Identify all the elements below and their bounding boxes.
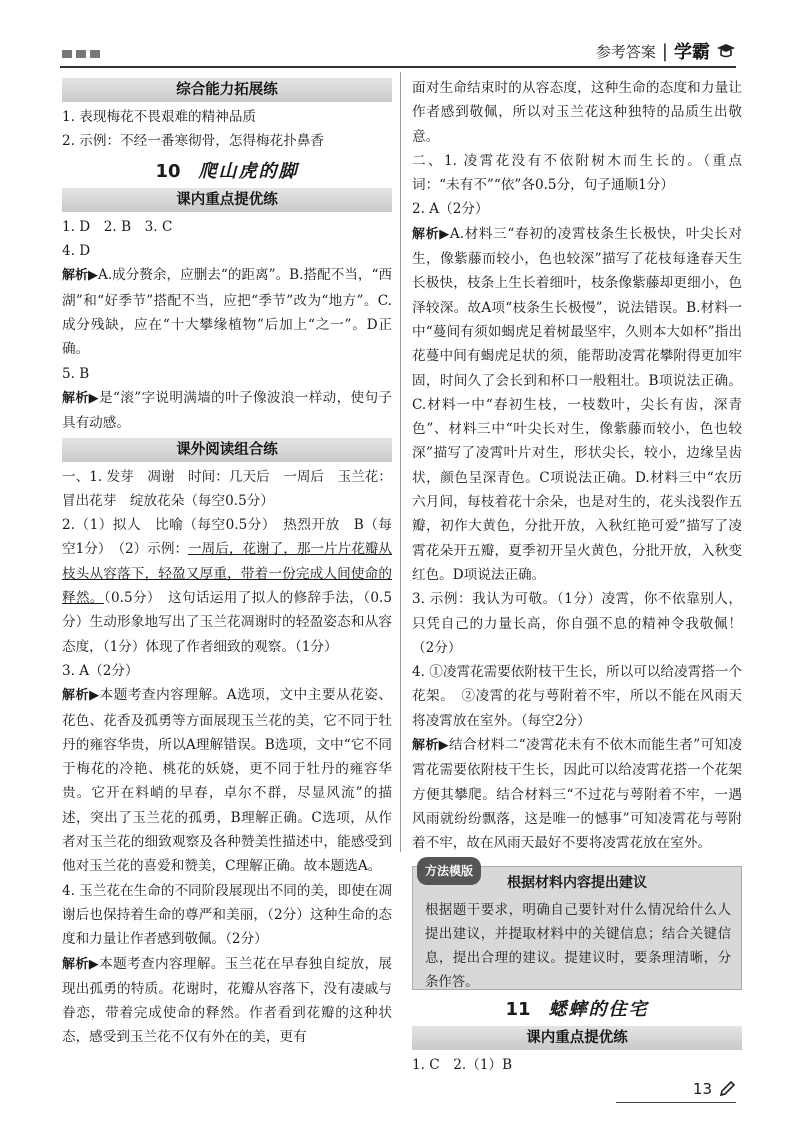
analysis-text: 结合材料二“凌霄花未有不依木而能生者”可知凌霄花需要依附枝干生长，因此可以给凌霄花搭一个花架方便其攀爬。结合材料三“不过花与萼附着不牢，一遇风雨就纷纷飘落，这是唯一的憾事”可知凌霄花与萼附着不牢，故在风雨天最好不要将凌霄花放在室外。: [412, 737, 742, 852]
method-badge: 方法模版: [417, 857, 481, 885]
header-title: [596, 38, 736, 64]
column-divider: [400, 72, 401, 852]
analysis-text: 本题考查内容理解。玉兰花在早春独自绽放，展现出孤勇的特质。花谢时，花瓣从容落下，没有凄戚与眷恋，带着完成使命的释然。作者看到花瓣的这种状态，感受到玉兰花不仅有外在的美，更有: [62, 955, 393, 1046]
analysis-tag: 解析▶: [412, 738, 450, 754]
brand-logo: 学霸: [674, 42, 710, 63]
answer-paragraph: 一、1. 发芽 凋谢 时间：几天后 一周后 玉兰花：冒出花芽 绽放花朵（每空0.5分）: [62, 468, 392, 509]
section-heading: 课内重点提优练: [62, 188, 392, 212]
page-number: 13: [692, 1080, 712, 1098]
lesson-title: [412, 998, 742, 1022]
method-text: 根据题干要求，明确自己要针对什么情况给什么人提出建议，并提取材料中的关键信息；结合关键信息，提出合理的建议。提建议时，要条理清晰，分条作答。: [425, 902, 731, 990]
footer-rule: [616, 1102, 736, 1103]
lesson-name: 爬山虎的脚: [198, 160, 299, 182]
lesson-number: 10: [155, 160, 181, 182]
analysis-paragraph: [62, 683, 392, 878]
answer-line: 4. D: [62, 243, 91, 260]
answer-text: 2.（1）拟人 比喻（每空0.5分） 热烈开放 B（每空1分） （2）示例：: [62, 517, 392, 558]
answer-text: （0.5分） 这句话运用了拟人的修辞手法，（0.5分）生动形象地写出了玉兰花凋谢时的轻盈姿态和从容态度，（1分）体现了作者细致的观察。（1分）: [62, 590, 392, 655]
method-box: [412, 863, 742, 990]
section-heading: 课外阅读组合练: [62, 438, 392, 462]
analysis-paragraph: [62, 952, 392, 1050]
reference-label: 参考答案: [595, 42, 656, 61]
analysis-paragraph: [412, 222, 742, 587]
answer-line: 1. C 2.（1）B: [412, 1056, 513, 1073]
header-separator: |: [661, 40, 668, 62]
underlined-example: 一周后，花谢了，那一片片花瓣从枝头从容落下，轻盈又厚重，带着一份完成人间使命的释然。: [62, 541, 392, 607]
analysis-tag: 解析▶: [62, 390, 100, 406]
analysis-tag: 解析▶: [412, 226, 450, 242]
lesson-number: 11: [505, 998, 531, 1020]
answer-paragraph: 3. 示例：我认为可敬。（1分）凌霄，你不依靠别人，只凭自己的力量长高，你自强不息的精神令我敬佩！（2分）: [412, 591, 742, 656]
answer-line: 2. A（2分）: [412, 201, 489, 218]
method-title: 根据材料内容提出建议: [507, 874, 647, 891]
analysis-tag: 解析▶: [62, 688, 100, 704]
answer-line: 1. 表现梅花不畏艰难的精神品质: [62, 109, 257, 125]
analysis-text: 本题考查内容理解。A选项，文中主要从花姿、花色、花香及孤勇等方面展现玉兰花的美，它不同于牡丹的雍容华贵，所以A理解错误。B选项，文中“它不同于梅花的冷艳、桃花的妖娆，更不同于牡丹的雍容华贵。它开在料峭的早春，卓尔不群，尽显风流”的描述，突出了玉兰花的孤勇，B理解正确。C选项，从作者对玉兰花的细致观察及各种赞美性描述中，能感受到他对玉兰花的喜爱和赞美，C理解正确。故本题选A。: [62, 687, 392, 875]
answer-paragraph: [62, 513, 392, 659]
answer-line: 3. A（2分）: [62, 662, 139, 679]
analysis-paragraph: [62, 386, 392, 436]
analysis-paragraph: [62, 263, 392, 361]
analysis-text: A.成分赘余，应删去“的距离”。B.搭配不当，“西湖”和“好季节”搭配不当，应把“季节”改为“地方”。C.成分残缺，应在“十大攀缘植物”后加上“之一”。D正确。: [62, 267, 392, 358]
lesson-title: [62, 160, 392, 184]
analysis-text: A.材料三“春初的凌霄枝条生长极快，叶尖长对生，像紫藤而较小，色也较深”描写了花枝每逢春天生长极快，枝条上生长着细叶，枝条像紫藤却更细小，色泽较深。故A项“枝条生长极慢”，说法错误。B.材料一中“蔓间有须如蝎虎足着树最坚牢，久则本大如杯”指出花蔓中间有蝎虎足状的须，能帮助凌霄花攀附得更加牢固，时间久了会长到和杯口一般粗壮。B项说法正确。C.材料一中“春初生枝，一枝数叶，尖长有齿，深青色”、材料三中“叶尖长对生，像紫藤而较小，色也较深”描写了凌霄叶片对生，形状尖长，较小，边缘呈齿状，颜色呈深青色。C项说法正确。D.材料三中“农历六月间，每枝着花十余朵，也是对生的，花头浅裂作五瓣，初作大黄色，分批开放，入秋红艳可爱”描写了凌霄花朵开五瓣，夏季初开呈火黄色，分批开放，入秋变红色。D项说法正确。: [412, 225, 742, 583]
analysis-text: 是“滚”字说明满墙的叶子像波浪一样动，使句子具有动感。: [62, 389, 392, 432]
answer-line: 2. 示例：不经一番寒彻骨，怎得梅花扑鼻香: [62, 133, 324, 150]
header-rule: [60, 66, 736, 68]
right-column: [412, 76, 742, 1077]
analysis-paragraph: [412, 733, 742, 855]
analysis-tag: 解析▶: [62, 956, 100, 972]
analysis-tag: 解析▶: [62, 268, 98, 284]
left-column: [62, 76, 392, 1050]
lesson-name: 蟋蟀的住宅: [548, 998, 649, 1020]
page-footer: [693, 1080, 736, 1098]
section-heading: 课内重点提优练: [412, 1026, 742, 1050]
answer-line: 5. B: [62, 365, 90, 382]
answer-paragraph: 二、1. 凌霄花没有不依附树木而生长的。（重点词：“未有不”“依”各0.5分，句子通顺1分）: [412, 152, 742, 194]
pencil-icon: [718, 1080, 736, 1098]
answer-paragraph: 面对生命结束时的从容态度，这种生命的态度和力量让作者感到敬佩，所以对玉兰花这种独特的品质生出敬意。: [412, 80, 742, 145]
header-marks: [62, 50, 100, 58]
answer-paragraph: 4. 玉兰花在生命的不同阶段展现出不同的美，即使在凋谢后也保持着生命的尊严和美丽，（2分）这种生命的态度和力量让作者感到敬佩。（2分）: [62, 882, 392, 948]
section-heading: 综合能力拓展练: [62, 78, 392, 102]
answer-line: 1. D 2. B 3. C: [62, 218, 173, 235]
answer-paragraph: 4. ①凌霄花需要依附枝干生长，所以可以给凌霄搭一个花架。 ②凌霄的花与萼附着不牢，所以不能在风雨天将凌霄放在室外。（每空2分）: [412, 664, 742, 729]
graduation-cap-icon: [716, 42, 736, 60]
